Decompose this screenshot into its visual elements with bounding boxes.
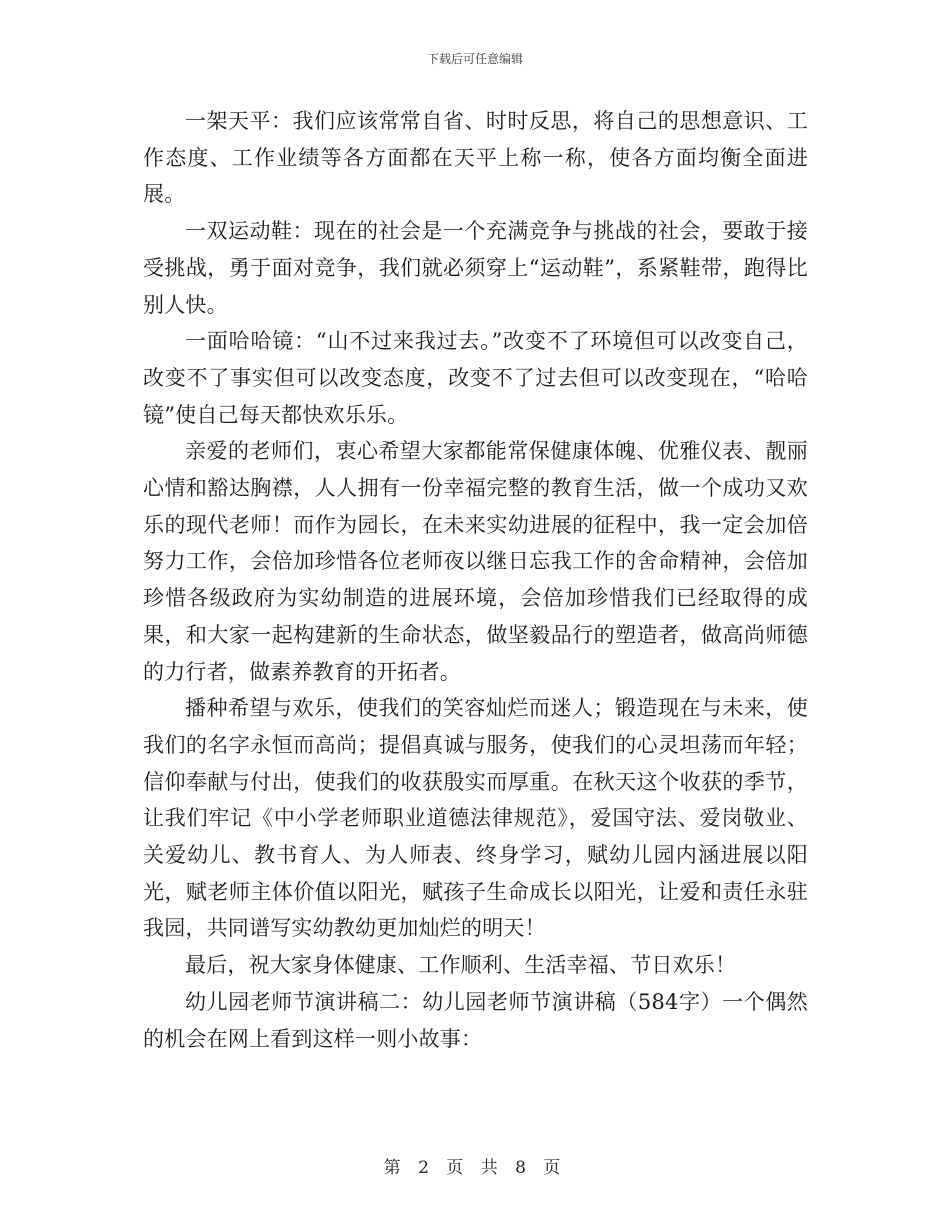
header-note: 下载后可任意编辑 <box>426 52 523 66</box>
paragraph-wishes: 最后，祝大家身体健康、工作顺利、生活幸福、节日欢乐！ <box>185 953 737 978</box>
page-number: 第 2 页 共 8 页 <box>383 1158 567 1178</box>
paragraph-hope: 播种希望与欢乐，使我们的笑容灿烂而迷人；锻造现在与未来，使我们的名字永恒而高尚；提倡真诚与服务，使我们的心灵坦荡而年轻；信仰奉献与付出，使我们的收获殷实而厚重。在秋天这个收获的季节，让我们牢记《中小学老师职业道德法律规范》，爱国守法、爱岗敬业、关爱幼儿、教书育人、为人师表、终身学习，赋幼儿园内涵进展以阳光，赋老师主体价值以阳光，赋孩子生命成长以阳光，让爱和责任永驻我园，共同谱写实幼教幼更加灿烂的明天！ <box>143 696 808 941</box>
paragraph-sneakers: 一双运动鞋：现在的社会是一个充满竞争与挑战的社会，要敢于接受挑战，勇于面对竞争，我们就必须穿上“运动鞋”，系紧鞋带，跑得比别人快。 <box>143 219 808 317</box>
paragraph-speech-two: 幼儿园老师节演讲稿二：幼儿园老师节演讲稿（584字）一个偶然的机会在网上看到这样一则小故事： <box>143 989 808 1051</box>
paragraph-teachers: 亲爱的老师们，衷心希望大家都能常保健康体魄、优雅仪表、靓丽心情和豁达胸襟，人人拥有一份幸福完整的教育生活，做一个成功又欢乐的现代老师！而作为园长，在未来实幼进展的征程中，我一定会加倍努力工作，会倍加珍惜各位老师夜以继日忘我工作的舍命精神，会倍加珍惜各级政府为实幼制造的进展环境，会倍加珍惜我们已经取得的成果，和大家一起构建新的生命状态，做坚毅品行的塑造者，做高尚师德的力行者，做素养教育的开拓者。 <box>143 439 808 684</box>
paragraph-balance: 一架天平：我们应该常常自省、时时反思，将自己的思想意识、工作态度、工作业绩等各方面都在天平上称一称，使各方面均衡全面进展。 <box>143 109 808 207</box>
document-body <box>143 103 808 1057</box>
paragraph-mirror: 一面哈哈镜：“山不过来我过去。”改变不了环境但可以改变自己，改变不了事实但可以改变态度，改变不了过去但可以改变现在，“哈哈镜”使自己每天都快欢乐乐。 <box>143 329 808 427</box>
